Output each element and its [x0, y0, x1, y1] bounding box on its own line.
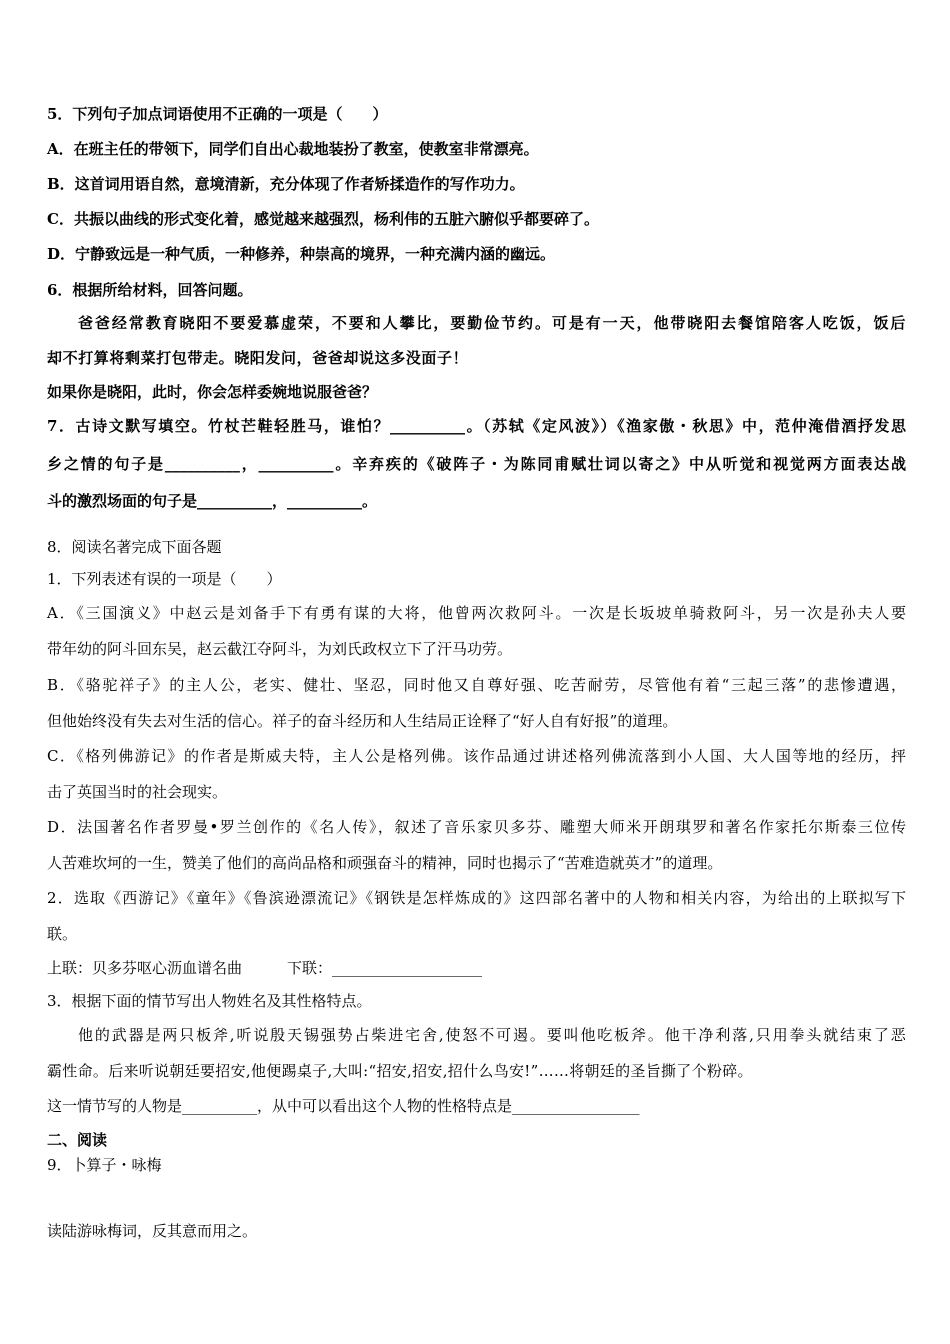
q6-question: 如果你是晓阳，此时，你会怎样委婉地说服爸爸？ [47, 383, 378, 401]
q8-sub1-stem: 1．下列表述有误的一项是（ ） [47, 570, 282, 588]
q8-passage-line-1: 他的武器是两只板斧,听说殷天锡强势占柴进宅舍,使怒不可遏。要叫他吃板斧。他干净利落,只用拳头就结束了恶 [78, 1026, 906, 1044]
q8-option-a-line-1: A．《三国演义》中赵云是刘备手下有勇有谋的大将，他曾两次救阿斗。一次是长坂坡单骑救阿斗，另一次是孙夫人要 [47, 604, 906, 622]
q8-sub3-stem: 3．根据下面的情节写出人物姓名及其性格特点。 [47, 992, 372, 1010]
q8-answer-line: 这一情节写的人物是__________，从中可以看出这个人物的性格特点是_________________ [47, 1097, 640, 1115]
q6-material-line-1: 爸爸经常教育晓阳不要爱慕虚荣，不要和人攀比，要勤俭节约。可是有一天，他带晓阳去餐馆陪客人吃饭，饭后 [78, 314, 906, 332]
q8-option-c-line-2: 击了英国当时的社会现实。 [47, 783, 228, 801]
q6-stem: 6．根据所给材料，回答问题。 [47, 281, 253, 299]
q8-option-d-line-1: D．法国著名作者罗曼•罗兰创作的《名人传》，叙述了音乐家贝多芬、雕塑大师米开朗琪罗和著名作家托尔斯泰三位传 [47, 818, 906, 836]
q8-option-b-line-2: 但他始终没有失去对生活的信心。祥子的奋斗经历和人生结局正诠释了“好人自有好报”的道理。 [47, 712, 678, 730]
q8-stem: 8．阅读名著完成下面各题 [47, 538, 222, 556]
q7-line-3: 斗的激烈场面的句子是__________，__________。 [47, 492, 378, 510]
q8-passage-line-2: 霸性命。后来听说朝廷要招安,他便踢桌子,大叫:“招安,招安,招什么鸟安!”……将朝廷的圣旨撕了个粉碎。 [47, 1062, 753, 1080]
q6-material-line-2: 却不打算将剩菜打包带走。晓阳发问，爸爸却说这多没面子！ [47, 349, 469, 367]
q7-line-1: 7．古诗文默写填空。竹杖芒鞋轻胜马，谁怕？__________。（苏轼《定风波》）《渔家傲・秋思》中，范仲淹借酒抒发思 [47, 417, 906, 435]
q5-option-a: A．在班主任的带领下，同学们自出心裁地装扮了教室，使教室非常漂亮。 [47, 140, 539, 158]
q9-intro: 读陆游咏梅词，反其意而用之。 [47, 1222, 258, 1240]
q8-option-c-line-1: C．《格列佛游记》的作者是斯威夫特，主人公是格列佛。该作品通过讲述格列佛流落到小人国、大人国等地的经历，抨 [47, 747, 906, 765]
section-title-reading: 二、阅读 [47, 1131, 108, 1149]
q9-stem: 9．卜算子・咏梅 [47, 1156, 162, 1174]
q5-stem: 5．下列句子加点词语使用不正确的一项是（ ） [47, 105, 388, 123]
q5-option-d: D．宁静致远是一种气质，一种修养，种崇高的境界，一种充满内涵的幽远。 [47, 245, 556, 263]
q5-option-c: C．共振以曲线的形式变化着，感觉越来越强烈，杨利伟的五脏六腑似乎都要碎了。 [47, 210, 599, 228]
q8-sub2-line-1: 2．选取《西游记》《童年》《鲁滨逊漂流记》《钢铁是怎样炼成的》这四部名著中的人物和相关内容，为给出的上联拟写下 [47, 889, 906, 907]
q5-option-b: B．这首词用语自然，意境清新，充分体现了作者矫揉造作的写作功力。 [47, 175, 525, 193]
q8-option-d-line-2: 人苦难坎坷的一生，赞美了他们的高尚品格和顽强奋斗的精神，同时也揭示了“苦难造就英才”的道理。 [47, 854, 723, 872]
q8-option-a-line-2: 带年幼的阿斗回东吴，赵云截江夺阿斗，为刘氏政权立下了汗马功劳。 [47, 640, 513, 658]
q8-option-b-line-1: B．《骆驼祥子》的主人公，老实、健壮、坚忍，同时他又自尊好强、吃苦耐劳，尽管他有着“三起三落”的悲惨遭遇， [47, 676, 906, 694]
q8-couplet: 上联：贝多芬呕心沥血谱名曲 下联：____________________ [47, 959, 483, 977]
q8-sub2-line-2: 联。 [47, 925, 78, 943]
q7-line-2: 乡之情的句子是__________，__________。辛弃疾的《破阵子・为陈同甫赋壮词以寄之》中从听觉和视觉两方面表达战 [47, 455, 906, 473]
